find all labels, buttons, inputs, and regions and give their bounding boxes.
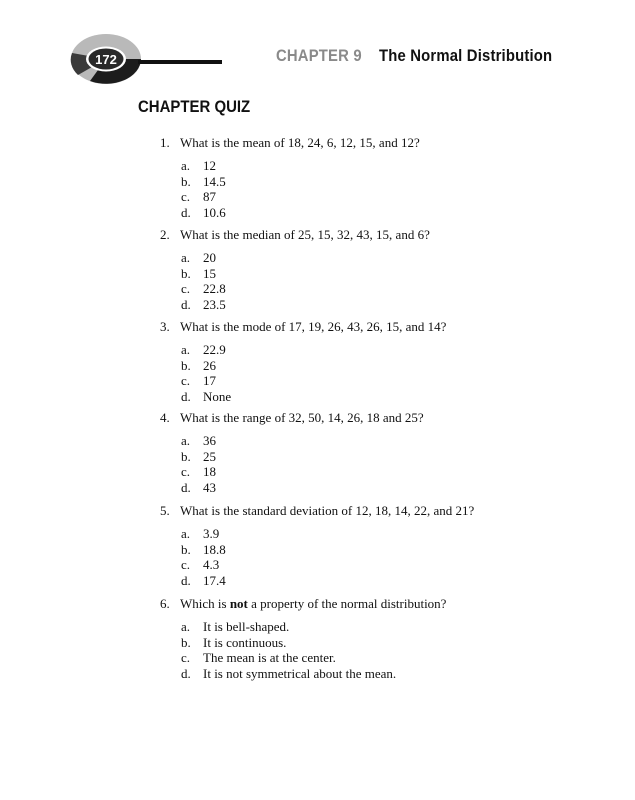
choice-text: 36 bbox=[203, 433, 216, 448]
choice-letter: b. bbox=[181, 448, 191, 464]
question-2 bbox=[0, 227, 635, 312]
choice-letter: b. bbox=[181, 173, 191, 189]
question-text: What is the median of 25, 15, 32, 43, 15, and 6? bbox=[180, 227, 430, 242]
choice-letter: b. bbox=[181, 541, 191, 557]
choice-text: 23.5 bbox=[203, 296, 226, 312]
choice-letter: c. bbox=[181, 464, 191, 480]
choice-text: 17.4 bbox=[203, 572, 226, 588]
answer-choice bbox=[0, 449, 635, 465]
choice-letter: a. bbox=[181, 342, 191, 357]
page-number: 172 bbox=[95, 52, 117, 67]
choice-text: 25 bbox=[203, 448, 216, 464]
answer-choices bbox=[0, 619, 635, 681]
answer-choice bbox=[0, 266, 635, 282]
question-number: 5. bbox=[160, 503, 170, 518]
question-text-emphasis: not bbox=[229, 596, 248, 611]
choice-text: None bbox=[203, 388, 232, 404]
choice-text: 12 bbox=[203, 158, 216, 173]
choice-letter: c. bbox=[181, 281, 191, 297]
question-text-before: Which is bbox=[180, 596, 230, 611]
answer-choice bbox=[0, 174, 635, 190]
choice-text: 43 bbox=[203, 479, 216, 495]
choice-letter: d. bbox=[181, 204, 191, 220]
choice-letter: a. bbox=[181, 158, 191, 173]
question-6 bbox=[0, 596, 635, 681]
choice-letter: c. bbox=[181, 650, 191, 666]
choice-text: The mean is at the center. bbox=[203, 650, 336, 666]
question-text-after: a property of the normal distribution? bbox=[247, 596, 447, 611]
question-5 bbox=[0, 503, 635, 588]
choice-text: It is continuous. bbox=[203, 634, 287, 650]
choice-text: 87 bbox=[203, 189, 216, 205]
choice-letter: b. bbox=[181, 634, 191, 650]
quiz-heading: CHAPTER QUIZ bbox=[138, 97, 251, 116]
choice-text: 22.8 bbox=[203, 281, 226, 297]
answer-choice bbox=[0, 573, 635, 589]
question-text: What is the mean of 18, 24, 6, 12, 15, and 12? bbox=[180, 135, 420, 150]
choice-text: 14.5 bbox=[203, 173, 226, 189]
page-number-badge bbox=[70, 33, 142, 85]
chapter-title: The Normal Distribution bbox=[379, 47, 553, 65]
question-number: 6. bbox=[160, 596, 170, 611]
question-number: 2. bbox=[160, 227, 170, 242]
choice-letter: d. bbox=[181, 479, 191, 495]
answer-choice bbox=[0, 557, 635, 573]
choice-text: 18 bbox=[203, 464, 216, 480]
page-header bbox=[0, 0, 635, 100]
choice-letter: a. bbox=[181, 250, 191, 265]
choice-text: 20 bbox=[203, 250, 216, 265]
choice-letter: d. bbox=[181, 296, 191, 312]
answer-choice bbox=[0, 281, 635, 297]
choice-letter: d. bbox=[181, 388, 191, 404]
answer-choice bbox=[0, 342, 635, 358]
choice-text: 22.9 bbox=[203, 342, 226, 357]
answer-choice bbox=[0, 433, 635, 449]
question-4 bbox=[0, 410, 635, 495]
answer-choice bbox=[0, 205, 635, 221]
question-number: 4. bbox=[160, 410, 170, 425]
answer-choices bbox=[0, 342, 635, 404]
answer-choice bbox=[0, 526, 635, 542]
choice-letter: b. bbox=[181, 357, 191, 373]
choice-text: 3.9 bbox=[203, 526, 220, 541]
choice-letter: d. bbox=[181, 572, 191, 588]
answer-choice bbox=[0, 480, 635, 496]
answer-choices bbox=[0, 526, 635, 588]
answer-choice bbox=[0, 189, 635, 205]
answer-choice bbox=[0, 464, 635, 480]
answer-choice bbox=[0, 619, 635, 635]
answer-choice bbox=[0, 635, 635, 651]
choice-text: 10.6 bbox=[203, 204, 226, 220]
choice-text: 17 bbox=[203, 373, 216, 389]
choice-letter: c. bbox=[181, 189, 191, 205]
choice-text: 4.3 bbox=[203, 557, 220, 573]
answer-choices bbox=[0, 158, 635, 220]
chapter-label: CHAPTER 9 bbox=[276, 47, 362, 65]
choice-letter: c. bbox=[181, 557, 191, 573]
question-text: What is the mode of 17, 19, 26, 43, 26, 15, and 14? bbox=[180, 319, 447, 334]
question-1 bbox=[0, 135, 635, 220]
answer-choice bbox=[0, 542, 635, 558]
choice-letter: d. bbox=[181, 665, 191, 681]
question-number: 1. bbox=[160, 135, 170, 150]
answer-choice bbox=[0, 373, 635, 389]
answer-choices bbox=[0, 433, 635, 495]
question-text bbox=[180, 596, 446, 612]
answer-choice bbox=[0, 389, 635, 405]
question-text: What is the standard deviation of 12, 18, 14, 22, and 21? bbox=[180, 503, 475, 518]
choice-text: 26 bbox=[203, 357, 216, 373]
choice-letter: a. bbox=[181, 619, 191, 634]
answer-choice bbox=[0, 650, 635, 666]
answer-choice bbox=[0, 250, 635, 266]
answer-choice bbox=[0, 666, 635, 682]
choice-text: 15 bbox=[203, 265, 216, 281]
question-number: 3. bbox=[160, 319, 170, 334]
question-3 bbox=[0, 319, 635, 404]
choice-letter: b. bbox=[181, 265, 191, 281]
choice-letter: a. bbox=[181, 526, 191, 541]
question-text: What is the range of 32, 50, 14, 26, 18 and 25? bbox=[180, 410, 424, 425]
answer-choice bbox=[0, 158, 635, 174]
header-rule bbox=[138, 60, 222, 64]
choice-letter: a. bbox=[181, 433, 191, 448]
answer-choice bbox=[0, 297, 635, 313]
choice-text: It is bell-shaped. bbox=[203, 619, 290, 634]
answer-choice bbox=[0, 358, 635, 374]
choice-text: 18.8 bbox=[203, 541, 226, 557]
answer-choices bbox=[0, 250, 635, 312]
choice-text: It is not symmetrical about the mean. bbox=[203, 665, 397, 681]
choice-letter: c. bbox=[181, 373, 191, 389]
